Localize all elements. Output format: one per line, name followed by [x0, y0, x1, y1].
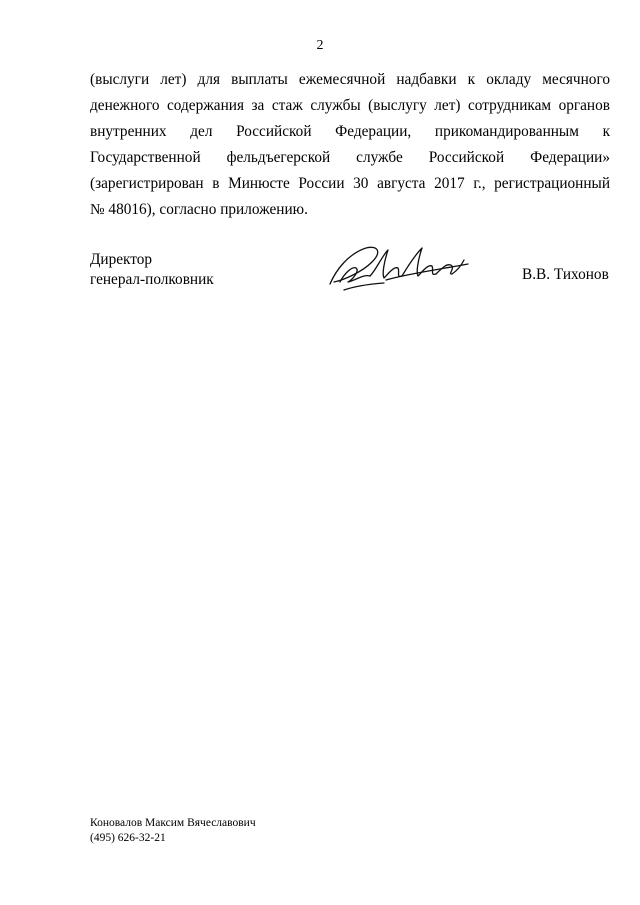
- body-line: № 48016), согласно приложению.: [90, 201, 308, 218]
- signer-rank: генерал-полковник: [90, 271, 214, 288]
- handwritten-signature: [326, 240, 474, 300]
- body-line: Государственной фельдъегерской службе Российской Федерации»: [90, 149, 610, 166]
- signer-position: [90, 250, 214, 290]
- body-line: (выслуги лет) для выплаты ежемесячной надбавки к окладу месячного: [90, 71, 610, 88]
- body-line: (зарегистрирован в Минюсте России 30 августа 2017 г., регистрационный: [90, 175, 610, 192]
- signature-block: [0, 240, 640, 310]
- executor-info: [90, 816, 256, 846]
- body-line: внутренних дел Российской Федерации, прикомандированным к: [90, 123, 610, 140]
- body-line: денежного содержания за стаж службы (выслугу лет) сотрудникам органов: [90, 97, 610, 114]
- signer-position-title: Директор: [90, 251, 153, 268]
- signer-name: В.В. Тихонов: [522, 266, 609, 283]
- executor-phone: (495) 626-32-21: [90, 832, 166, 844]
- executor-name: Коновалов Максим Вячеславович: [90, 817, 256, 829]
- body-paragraph: [90, 67, 610, 223]
- page-number: 2: [316, 38, 324, 53]
